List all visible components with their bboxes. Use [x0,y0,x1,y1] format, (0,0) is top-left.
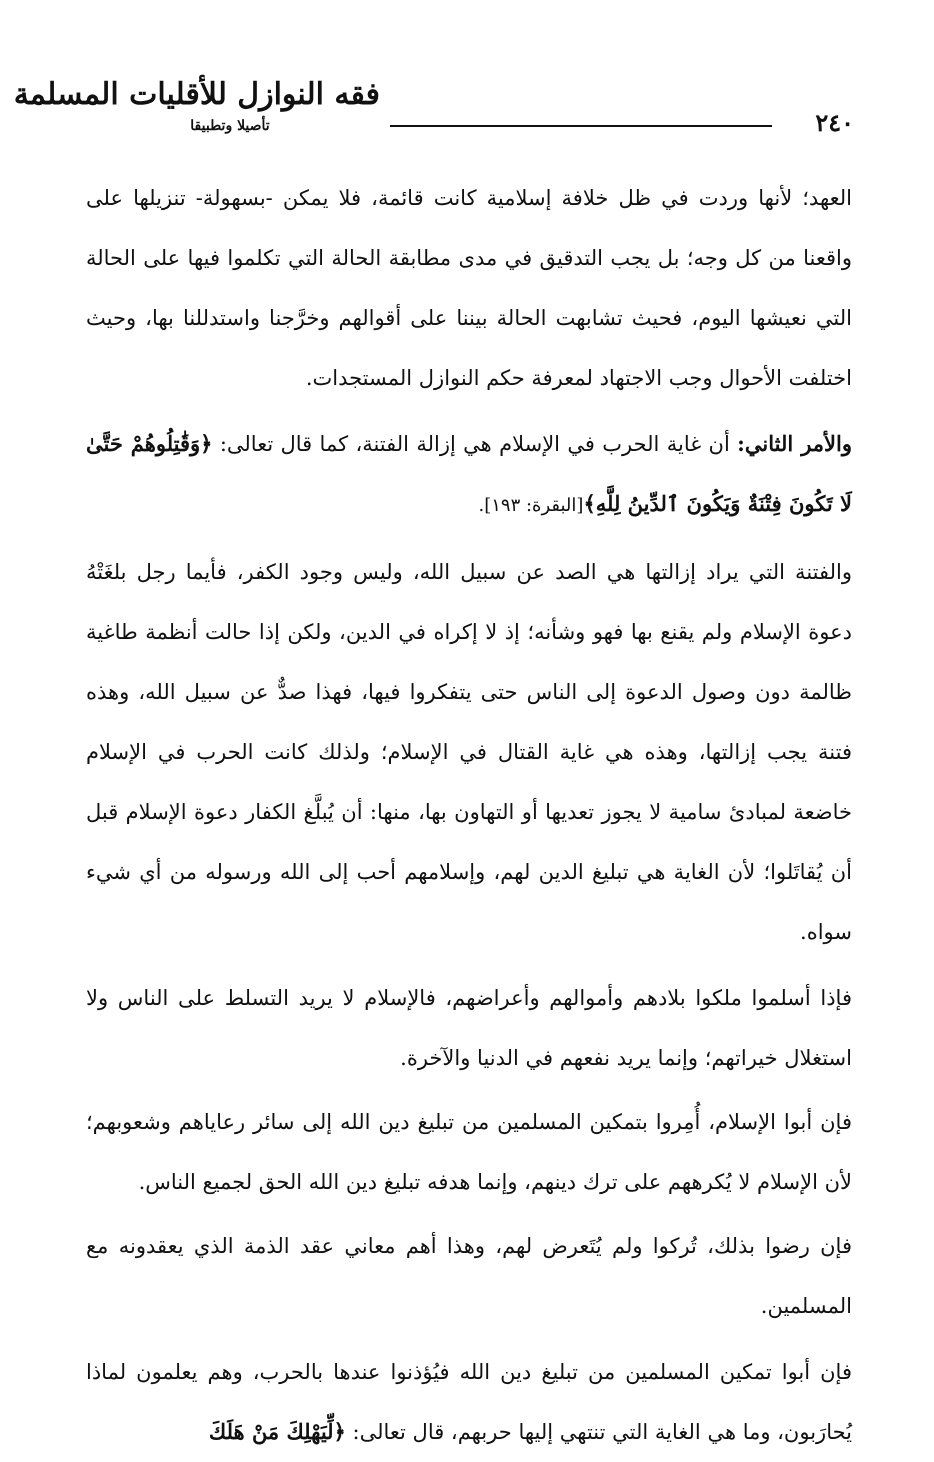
page-number: ٢٤٠ [815,108,854,137]
quran-verse: ﴿وَقَٰتِلُوهُمْ حَتَّىٰ لَا تَكُونَ فِتْنَةٌ وَيَكُونَ ٱلدِّينُ لِلَّهِ﴾ [86,431,852,516]
book-subtitle: تأصيلا وتطبيقا [190,118,270,134]
header-rule [390,125,772,127]
page-header [13,70,864,160]
paragraph-2-text: أن غاية الحرب في الإسلام هي إزالة الفتنة، كما قال تعالى: [212,432,738,456]
quran-verse-2: ﴿لِّيَهْلِكَ مَنْ هَلَكَ [208,1419,346,1444]
paragraph-6: فإن رضوا بذلك، تُركوا ولم يُتَعرض لهم، وهذا أهم معاني عقد الذمة الذي يعقدونه مع المسلمين. [86,1234,852,1318]
paragraph-1: العهد؛ لأنها وردت في ظل خلافة إسلامية كانت قائمة، فلا يمكن -بسهولة- تنزيلها على واقعنا من كل وجه؛ بل يجب التدقيق في مدى مطابقة الحالة التي تكلموا فيها على الحالة التي نعيشها اليوم، فحيث تشابهت الحالة بيننا على أقوالهم وخرَّجنا واستدللنا بها، وحيث اختلفت الأحوال وجب الاجتهاد لمعرفة حكم النوازل المستجدات. [86,186,852,390]
paragraph-2 [86,414,852,536]
paragraph-3: والفتنة التي يراد إزالتها هي الصد عن سبيل الله، وليس وجود الكفر، فأيما رجل بلغَتْهُ دعوة الإسلام ولم يقنع بها فهو وشأنه؛ إذ لا إكراه في الدين، ولكن إذا حالت أنظمة طاغية ظالمة دون وصول الدعوة إلى الناس حتى يتفكروا فيها، فهذا صدٌّ عن سبيل الله، وهذه فتنة يجب إزالتها، وهذه هي غاية القتال في الإسلام؛ ولذلك كانت الحرب في الإسلام خاضعة لمبادئ سامية لا يجوز تعديها أو التهاون بها، منها: أن يُبلَّغ الكفار دعوة الإسلام قبل أن يُقاتَلوا؛ لأن الغاية هي تبليغ الدين لهم، وإسلامهم أحب إلى الله ورسوله من أي شيء سواه. [86,560,852,944]
paragraph-7-text: فإن أبوا تمكين المسلمين من تبليغ دين الله فيُؤذنوا عندها بالحرب، وهم يعلمون لماذا يُحارَبون، وما هي الغاية التي تنتهي إليها حربهم، قال تعالى: [86,1360,852,1444]
page-body [86,168,852,1462]
book-title-logo [13,76,380,160]
paragraph-2-lead: والأمر الثاني: [737,431,853,456]
paragraph-4: فإذا أسلموا ملكوا بلادهم وأموالهم وأعراضهم، فالإسلام لا يريد التسلط على الناس ولا استغلال خيراتهم؛ وإنما يريد نفعهم في الدنيا والآخرة. [86,986,852,1070]
book-title: فقه النوازل للأقليات المسلمة [13,77,380,112]
verse-reference: [البقرة: ١٩٣]. [478,495,584,516]
paragraph-7 [86,1342,852,1462]
paragraph-5: فإن أبوا الإسلام، أُمِروا بتمكين المسلمين من تبليغ دين الله إلى سائر رعاياهم وشعوبهم؛ لأن الإسلام لا يُكرههم على ترك دينهم، وإنما هدفه تبليغ دين الله الحق لجميع الناس. [86,1110,852,1194]
